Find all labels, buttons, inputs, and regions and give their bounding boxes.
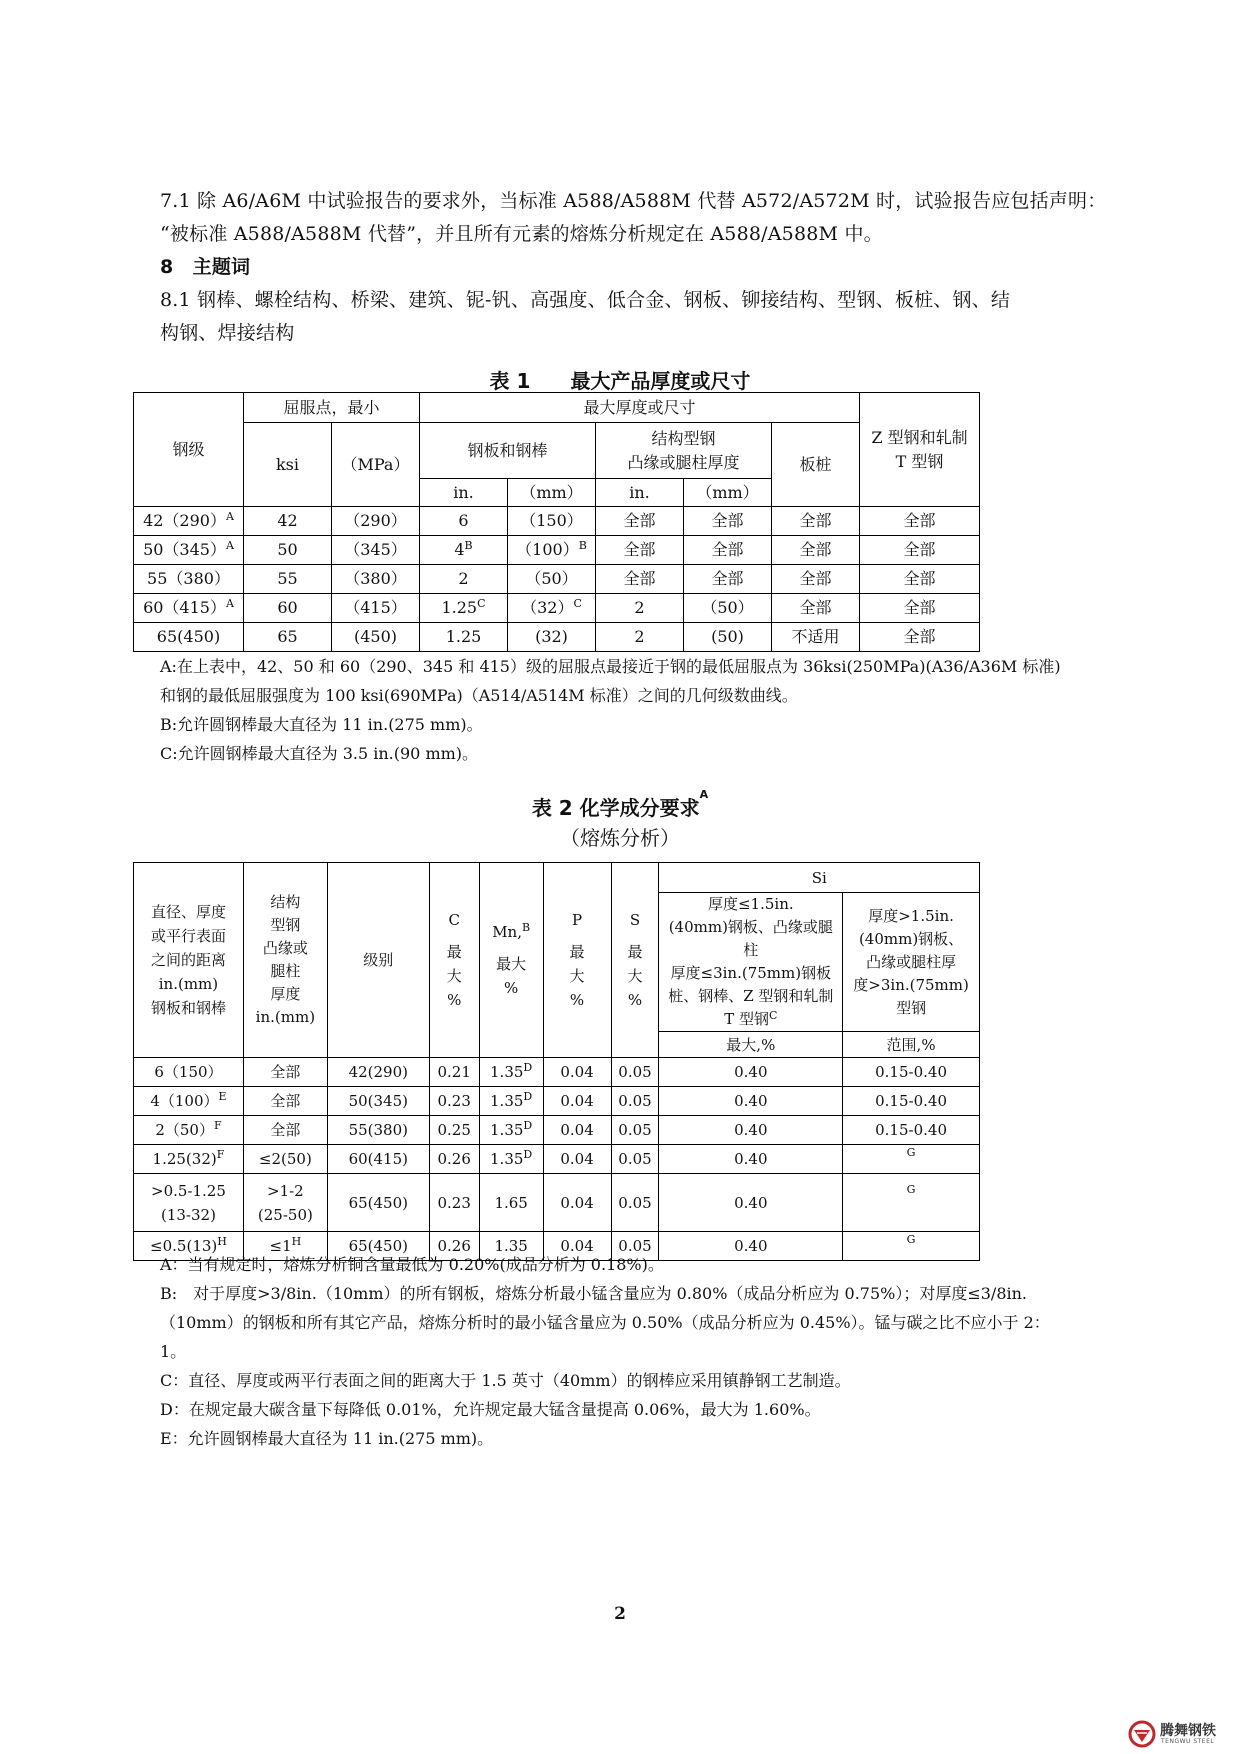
logo-name: 腾舞钢铁	[1160, 1723, 1216, 1739]
table-row	[134, 536, 980, 565]
header-mm: （mm）	[684, 479, 772, 507]
cell-p: 0.04	[543, 1087, 611, 1116]
cell-text: 1.25	[445, 627, 482, 646]
cell-grade	[134, 507, 244, 536]
table2-notes	[160, 1250, 1120, 1453]
cell-si-max: 0.40	[659, 1174, 843, 1232]
header-line: 或平行表面	[150, 927, 226, 945]
section-8	[160, 251, 1120, 350]
cell-shape-mm: （50）	[684, 594, 772, 623]
header-line: in.(mm)	[255, 1008, 316, 1026]
footnote: （10mm）的钢板和所有其它产品，熔炼分析时的最小锰含量应为 0.50%（成品分析应为 0.45%）。锰与碳之比不应小于 2：	[160, 1313, 1050, 1332]
header-diameter	[134, 863, 244, 1058]
footnote: A:在上表中，42、50 和 60（290、345 和 415）级的屈服点最接近于钢的最低屈服点为 36ksi(250MPa)(A36/A36M 标准)	[160, 657, 1061, 676]
cell-text: 1.35	[490, 1063, 524, 1081]
header-line: 厚度≤3in.(75mm)钢板	[670, 964, 832, 982]
table-row	[134, 1174, 980, 1232]
footnote-ref: D	[523, 1090, 533, 1103]
cell-text: ≤0.5(13)	[150, 1237, 218, 1255]
cell-text: (25-50)	[257, 1205, 313, 1224]
cell-text: （150）	[520, 511, 583, 530]
cell-plate-in	[420, 594, 508, 623]
footnote: C:允许圆钢棒最大直径为 3.5 in.(90 mm)。	[160, 744, 479, 763]
cell-pile: 全部	[772, 507, 860, 536]
footnote-ref: D	[523, 1148, 533, 1161]
cell-shape-in: 2	[596, 623, 684, 652]
cell-mn	[479, 1174, 543, 1232]
footnote-ref: E	[218, 1090, 227, 1103]
footnote-ref: D	[523, 1061, 533, 1074]
cell-si-max: 0.40	[659, 1145, 843, 1174]
header-line: Z 型钢和轧制	[871, 427, 968, 447]
cell-s: 0.05	[611, 1232, 659, 1261]
cell-thickness	[243, 1145, 327, 1174]
header-line: 最大	[496, 955, 527, 973]
footnote-ref: C	[477, 597, 486, 610]
header-line: 最	[569, 943, 585, 961]
cell-pile: 全部	[772, 536, 860, 565]
cell-text: 6	[458, 511, 469, 530]
cell-p: 0.04	[543, 1232, 611, 1261]
page-number: 2	[614, 1604, 626, 1624]
header-line: 桩、钢棒、Z 型钢和轧制	[668, 987, 834, 1005]
text-line: “被标准 A588/A588M 代替”，并且所有元素的熔炼分析规定在 A588/A588M 中。	[160, 223, 883, 245]
header-line: 结构	[270, 893, 301, 911]
cell-mn	[479, 1145, 543, 1174]
tengwu-logo-icon	[1128, 1720, 1156, 1748]
cell-s: 0.05	[611, 1058, 659, 1087]
cell-plate-mm	[508, 507, 596, 536]
footnote-ref: F	[216, 1148, 225, 1161]
header-line: 厚度	[270, 985, 301, 1003]
cell-shape-in: 2	[596, 594, 684, 623]
cell-text: (13-32)	[160, 1205, 216, 1224]
header-line: %	[447, 991, 462, 1009]
table-caption: 最大产品厚度或尺寸	[570, 369, 751, 393]
cell-text: （50）	[525, 569, 578, 588]
header-p	[543, 863, 611, 1058]
cell-text: ≤2(50)	[258, 1150, 312, 1168]
cell-text: 0.15-0.40	[875, 1063, 947, 1081]
cell-text: >0.5-1.25	[151, 1181, 226, 1200]
cell-text: 6（150）	[154, 1063, 223, 1081]
cell-text: 1.35	[494, 1237, 528, 1255]
footnote: E：允许圆钢棒最大直径为 11 in.(275 mm)。	[160, 1429, 494, 1448]
cell-diameter	[134, 1058, 244, 1087]
cell-plate-in	[420, 507, 508, 536]
cell-pile: 全部	[772, 594, 860, 623]
cell-text: 0.15-0.40	[875, 1121, 947, 1139]
cell-ksi: 55	[244, 565, 332, 594]
footnote: 1。	[160, 1342, 187, 1361]
cell-z: 全部	[860, 623, 980, 652]
cell-mpa: （345）	[332, 536, 420, 565]
cell-grade	[134, 565, 244, 594]
cell-diameter	[134, 1145, 244, 1174]
cell-shape-mm: (50)	[684, 623, 772, 652]
section-7-paragraph	[160, 185, 1120, 251]
cell-si-range	[843, 1145, 980, 1174]
cell-text: >1-2	[267, 1181, 304, 1200]
header-si: Si	[659, 863, 980, 893]
cell-pile: 不适用	[772, 623, 860, 652]
cell-p: 0.04	[543, 1174, 611, 1232]
cell-shape-mm: 全部	[684, 536, 772, 565]
footnote-ref: C	[573, 597, 582, 610]
footnote-ref: G	[906, 1183, 916, 1196]
footnote-ref: F	[213, 1119, 222, 1132]
header-line: 大	[569, 967, 585, 985]
cell-plate-in	[420, 623, 508, 652]
header-line	[482, 920, 541, 944]
cell-p: 0.04	[543, 1145, 611, 1174]
cell-shape-mm: 全部	[684, 565, 772, 594]
cell-si-max: 0.40	[659, 1087, 843, 1116]
cell-c: 0.26	[429, 1145, 479, 1174]
table-caption: 表 2 化学成分要求	[531, 796, 700, 820]
footnote: A：当有规定时，熔炼分析铜含量最低为 0.20%(成品分析为 0.18%)。	[160, 1255, 664, 1274]
footnote-ref: B	[464, 539, 473, 552]
header-line: (40mm)钢板、	[858, 929, 964, 948]
cell-grade: 60(415)	[327, 1145, 429, 1174]
cell-diameter	[134, 1116, 244, 1145]
cell-text: 全部	[270, 1063, 301, 1081]
cell-text: 全部	[270, 1092, 301, 1110]
footnote-ref: C	[768, 1009, 778, 1022]
header-line: %	[627, 991, 643, 1009]
header-line: 腿柱	[270, 962, 301, 980]
header-s	[611, 863, 659, 1058]
cell-text: ≤1	[269, 1237, 292, 1255]
header-line: P	[572, 911, 583, 929]
cell-ksi: 60	[244, 594, 332, 623]
cell-mpa: （415）	[332, 594, 420, 623]
cell-s: 0.05	[611, 1087, 659, 1116]
cell-text: （100）	[516, 540, 579, 559]
cell-p: 0.04	[543, 1058, 611, 1087]
header-line: 凸缘或腿柱厚度	[627, 452, 740, 472]
table-row	[134, 565, 980, 594]
header-line: 凸缘或	[262, 939, 308, 957]
header-line	[661, 1008, 840, 1031]
table-row	[134, 623, 980, 652]
text-line: 7.1 除 A6/A6M 中试验报告的要求外，当标准 A588/A588M 代替 A572/A572M 时，试验报告应包括声明：	[160, 190, 1107, 212]
table-row	[134, 1058, 980, 1087]
footnote: D：在规定最大碳含量下每降低 0.01%，允许规定最大锰含量提高 0.06%，最大为 1.60%。	[160, 1400, 821, 1419]
header-line: T 型钢	[895, 451, 944, 471]
header-si-range	[843, 893, 980, 1032]
footnote-ref: B	[521, 921, 531, 934]
header-line: 结构型钢	[651, 428, 716, 448]
cell-grade	[134, 536, 244, 565]
cell-shape-in: 全部	[596, 565, 684, 594]
cell-diameter	[134, 1087, 244, 1116]
footnote-ref: D	[523, 1119, 533, 1132]
header-line: 凸缘或腿柱厚	[866, 952, 957, 971]
header-line: 型钢	[896, 998, 927, 1017]
header-line: (40mm)钢板、凸缘或腿柱	[668, 918, 833, 959]
cell-grade: 50(345)	[327, 1087, 429, 1116]
cell-thickness	[243, 1116, 327, 1145]
header-yield: 屈服点，最小	[244, 393, 420, 423]
cell-diameter	[134, 1174, 244, 1232]
cell-ksi: 42	[244, 507, 332, 536]
cell-si-max: 0.40	[659, 1116, 843, 1145]
header-mpa: （MPa）	[332, 423, 420, 507]
cell-z: 全部	[860, 507, 980, 536]
cell-si-max: 0.40	[659, 1058, 843, 1087]
cell-ksi: 65	[244, 623, 332, 652]
cell-si-range	[843, 1116, 980, 1145]
footnote: C：直径、厚度或两平行表面之间的距离大于 1.5 英寸（40mm）的钢棒应采用镇静钢工艺制造。	[160, 1371, 851, 1390]
cell-grade	[134, 623, 244, 652]
header-line: 度>3in.(75mm)	[853, 975, 969, 994]
footnote-ref: G	[906, 1233, 916, 1246]
cell-text: （32）	[521, 598, 574, 617]
section-heading: 8 主题词	[160, 256, 251, 278]
cell-c: 0.21	[429, 1058, 479, 1087]
header-line: %	[569, 991, 585, 1009]
cell-text: 50（345）	[143, 540, 226, 559]
cell-s: 0.05	[611, 1174, 659, 1232]
footnote-ref: G	[906, 1146, 916, 1159]
cell-si-range	[843, 1087, 980, 1116]
header-mn	[479, 863, 543, 1058]
header-structural-shapes	[596, 423, 772, 479]
cell-si-max: 0.40	[659, 1232, 843, 1261]
cell-c: 0.25	[429, 1116, 479, 1145]
header-mm: （mm）	[508, 479, 596, 507]
cell-text: 1.65	[494, 1193, 528, 1212]
header-line: 直径、厚度	[150, 903, 226, 921]
cell-text: 4	[454, 540, 465, 559]
cell-mpa: （290）	[332, 507, 420, 536]
logo-subtitle: TENGWU STEEL	[1161, 1738, 1215, 1745]
cell-shape-in: 全部	[596, 507, 684, 536]
cell-plate-mm	[508, 536, 596, 565]
header-line: %	[504, 979, 519, 997]
table-row	[134, 1145, 980, 1174]
header-plates-bars: 钢板和钢棒	[420, 423, 596, 479]
cell-text: 1.35	[490, 1121, 524, 1139]
header-line: in.(mm)	[158, 975, 219, 993]
footnote-ref: A	[699, 788, 709, 801]
header-c	[429, 863, 479, 1058]
cell-mn	[479, 1116, 543, 1145]
cell-text: 1.35	[490, 1092, 524, 1110]
cell-si-range	[843, 1058, 980, 1087]
cell-grade: 65(450)	[327, 1232, 429, 1261]
cell-text: 42（290）	[143, 511, 226, 530]
table2-subtitle	[0, 822, 1240, 851]
cell-text: 65(450)	[156, 627, 221, 646]
cell-shape-mm: 全部	[684, 507, 772, 536]
cell-thickness	[243, 1058, 327, 1087]
header-ksi: ksi	[244, 423, 332, 507]
cell-plate-mm	[508, 623, 596, 652]
cell-ksi: 50	[244, 536, 332, 565]
footnote-ref: A	[225, 597, 234, 610]
cell-text: 55（380）	[147, 569, 230, 588]
header-max-thickness: 最大厚度或尺寸	[420, 393, 860, 423]
cell-z: 全部	[860, 536, 980, 565]
header-si-max	[659, 893, 843, 1032]
cell-z: 全部	[860, 594, 980, 623]
footnote: B:允许圆钢棒最大直径为 11 in.(275 mm)。	[160, 715, 483, 734]
cell-text: (32)	[535, 627, 568, 646]
table-number: 表 1	[489, 369, 531, 393]
header-si-range-unit: 范围,%	[843, 1032, 980, 1058]
header-line: 型钢	[270, 916, 301, 934]
header-grade: 级别	[327, 863, 429, 1058]
cell-shape-in: 全部	[596, 536, 684, 565]
header-line: 钢板和钢棒	[150, 999, 226, 1017]
header-line: 厚度≤1.5in.	[707, 895, 794, 913]
cell-text: 60（415）	[143, 598, 226, 617]
cell-plate-mm	[508, 565, 596, 594]
cell-s: 0.05	[611, 1145, 659, 1174]
cell-text: 4（100）	[150, 1092, 219, 1110]
table-subcaption: （熔炼分析）	[560, 826, 680, 850]
header-text: T 型钢	[724, 1010, 769, 1028]
footnote-ref: B	[578, 539, 587, 552]
header-line: 大	[446, 967, 462, 985]
header-line: 厚度>1.5in.	[868, 906, 954, 925]
table1-title	[0, 365, 1240, 394]
cell-plate-in	[420, 536, 508, 565]
cell-mn	[479, 1058, 543, 1087]
cell-z: 全部	[860, 565, 980, 594]
cell-text: 2（50）	[155, 1121, 214, 1139]
header-line: 最	[446, 943, 462, 961]
cell-p: 0.04	[543, 1116, 611, 1145]
header-line: S	[629, 911, 641, 929]
cell-c: 0.23	[429, 1174, 479, 1232]
company-logo	[1128, 1718, 1240, 1752]
header-line: 之间的距离	[150, 951, 226, 969]
header-in: in.	[596, 479, 684, 507]
header-in: in.	[420, 479, 508, 507]
table-row	[134, 1087, 980, 1116]
table1	[133, 392, 980, 652]
cell-plate-mm	[508, 594, 596, 623]
cell-mn	[479, 1087, 543, 1116]
cell-mpa: （380）	[332, 565, 420, 594]
header-shape-thickness	[243, 863, 327, 1058]
header-line: 最	[627, 943, 643, 961]
cell-pile: 全部	[772, 565, 860, 594]
cell-mpa: (450)	[332, 623, 420, 652]
table-row	[134, 1116, 980, 1145]
cell-c: 0.23	[429, 1087, 479, 1116]
header-grade: 钢级	[134, 393, 244, 507]
cell-s: 0.05	[611, 1116, 659, 1145]
text-line: 8.1 钢棒、螺栓结构、桥梁、建筑、铌-钒、高强度、低合金、钢板、铆接结构、型钢、板桩、钢、结	[160, 289, 1011, 311]
header-sheet-piling: 板桩	[772, 423, 860, 507]
header-line: C	[448, 911, 460, 929]
footnote-ref: A	[225, 539, 234, 552]
cell-text: 0.15-0.40	[875, 1092, 947, 1110]
cell-text: 2	[458, 569, 469, 588]
header-line: 大	[627, 967, 643, 985]
header-z-shape	[860, 393, 980, 507]
table-row	[134, 507, 980, 536]
cell-text: 1.25	[441, 598, 478, 617]
cell-grade: 65(450)	[327, 1174, 429, 1232]
footnote-ref: H	[217, 1235, 227, 1248]
cell-text: 1.25(32)	[152, 1150, 217, 1168]
cell-plate-in	[420, 565, 508, 594]
cell-c: 0.26	[429, 1232, 479, 1261]
table-row	[134, 594, 980, 623]
table2-title	[0, 788, 1240, 821]
text-line: 构钢、焊接结构	[160, 322, 295, 344]
footnote-ref: H	[291, 1235, 302, 1248]
cell-grade: 55(380)	[327, 1116, 429, 1145]
cell-grade: 42(290)	[327, 1058, 429, 1087]
cell-grade	[134, 594, 244, 623]
header-text: Mn,	[492, 923, 522, 941]
header-si-max-unit: 最大,%	[659, 1032, 843, 1058]
table1-notes	[160, 652, 1120, 768]
cell-text: 全部	[270, 1121, 301, 1139]
cell-thickness	[243, 1174, 327, 1232]
footnote: 和钢的最低屈服强度为 100 ksi(690MPa)（A514/A514M 标准）之间的几何级数曲线。	[160, 686, 798, 705]
footnote: B: 对于厚度>3/8in.（10mm）的所有钢板，熔炼分析最小锰含量应为 0.80%（成品分析应为 0.75%）；对厚度≤3/8in.	[160, 1284, 1028, 1303]
table2	[133, 862, 980, 1261]
cell-si-range	[843, 1174, 980, 1232]
cell-text: 1.35	[490, 1150, 524, 1168]
footnote-ref: A	[225, 510, 234, 523]
cell-thickness	[243, 1087, 327, 1116]
